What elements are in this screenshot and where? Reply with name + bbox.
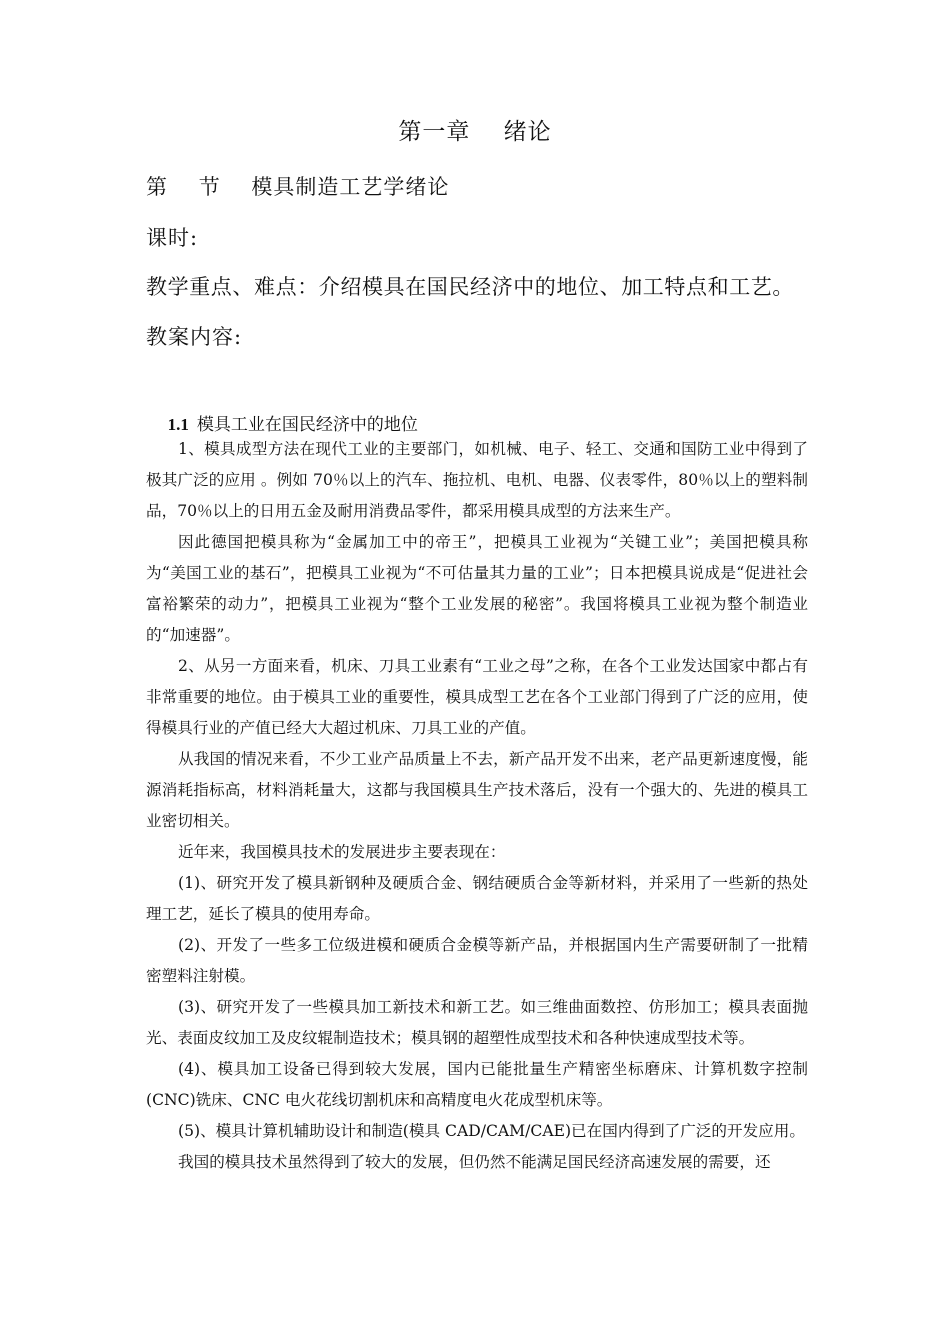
paragraph: 1、模具成型方法在现代工业的主要部门，如机械、电子、轻工、交通和国防工业中得到了极其广泛的应用 。例如 70％以上的汽车、拖拉机、电机、电器、仪表零件，80％以上的塑料制品，70％以上的日用五金及耐用消费品零件，都采用模具成型的方法来生产。 [146,440,808,520]
paragraph: 2、从另一方面来看，机床、刀具工业素有“工业之母”之称，在各个工业发达国家中都占有非常重要的地位。由于模具工业的重要性，模具成型工艺在各个工业部门得到了广泛的应用，使得模具行业的产值已经大大超过机床、刀具工业的产值。 [146,657,808,737]
body-text [146,434,808,1178]
paragraph: 从我国的情况来看，不少工业产品质量上不去，新产品开发不出来，老产品更新速度慢，能源消耗指标高，材料消耗量大，这都与我国模具生产技术落后，没有一个强大的、先进的模具工业密切相关。 [146,750,808,830]
paragraph: 我国的模具技术虽然得到了较大的发展，但仍然不能满足国民经济高速发展的需要，还 [178,1153,771,1171]
key-points-line: 教学重点、难点：介绍模具在国民经济中的地位、加工特点和工艺。 [146,275,794,299]
paragraph: (1)、研究开发了模具新钢种及硬质合金、钢结硬质合金等新材料，并采用了一些新的热处理工艺，延长了模具的使用寿命。 [146,874,808,923]
paragraph: (2)、开发了一些多工位级进模和硬质合金模等新产品，并根据国内生产需要研制了一批精密塑料注射模。 [146,936,808,985]
class-hours-label: 课时: [146,226,199,250]
subsection-title: 模具工业在国民经济中的地位 [196,415,418,435]
paragraph: (3)、研究开发了一些模具加工新技术和新工艺。如三维曲面数控、仿形加工；模具表面抛光、表面皮纹加工及皮纹辊制造技术；模具钢的超塑性成型技术和各种快速成型技术等。 [146,998,808,1047]
paragraph: 因此德国把模具称为“金属加工中的帝王”，把模具工业视为“关键工业”；美国把模具称为“美国工业的基石”，把模具工业视为“不可估量其力量的工业”；日本把模具说成是“促进社会富裕繁荣的动力”，把模具工业视为“整个工业发展的秘密”。我国将模具工业视为整个制造业的“加速器”。 [146,533,808,644]
content-label: 教案内容: [146,325,243,349]
paragraph: (5)、模具计算机辅助设计和制造(模具 CAD/CAM/CAE)已在国内得到了广泛的开发应用。 [178,1122,805,1140]
paragraph: 近年来，我国模具技术的发展进步主要表现在： [178,843,506,861]
section-title: 第 节 模具制造工艺学绪论 [146,175,450,199]
chapter-title: 第一章 绪论 [398,119,552,145]
subsection-number: 1.1 [167,415,189,434]
paragraph: (4)、模具加工设备已得到较大发展，国内已能批量生产精密坐标磨床、计算机数字控制(CNC)铣床、CNC 电火花线切割机床和高精度电火花成型机床等。 [146,1060,808,1109]
